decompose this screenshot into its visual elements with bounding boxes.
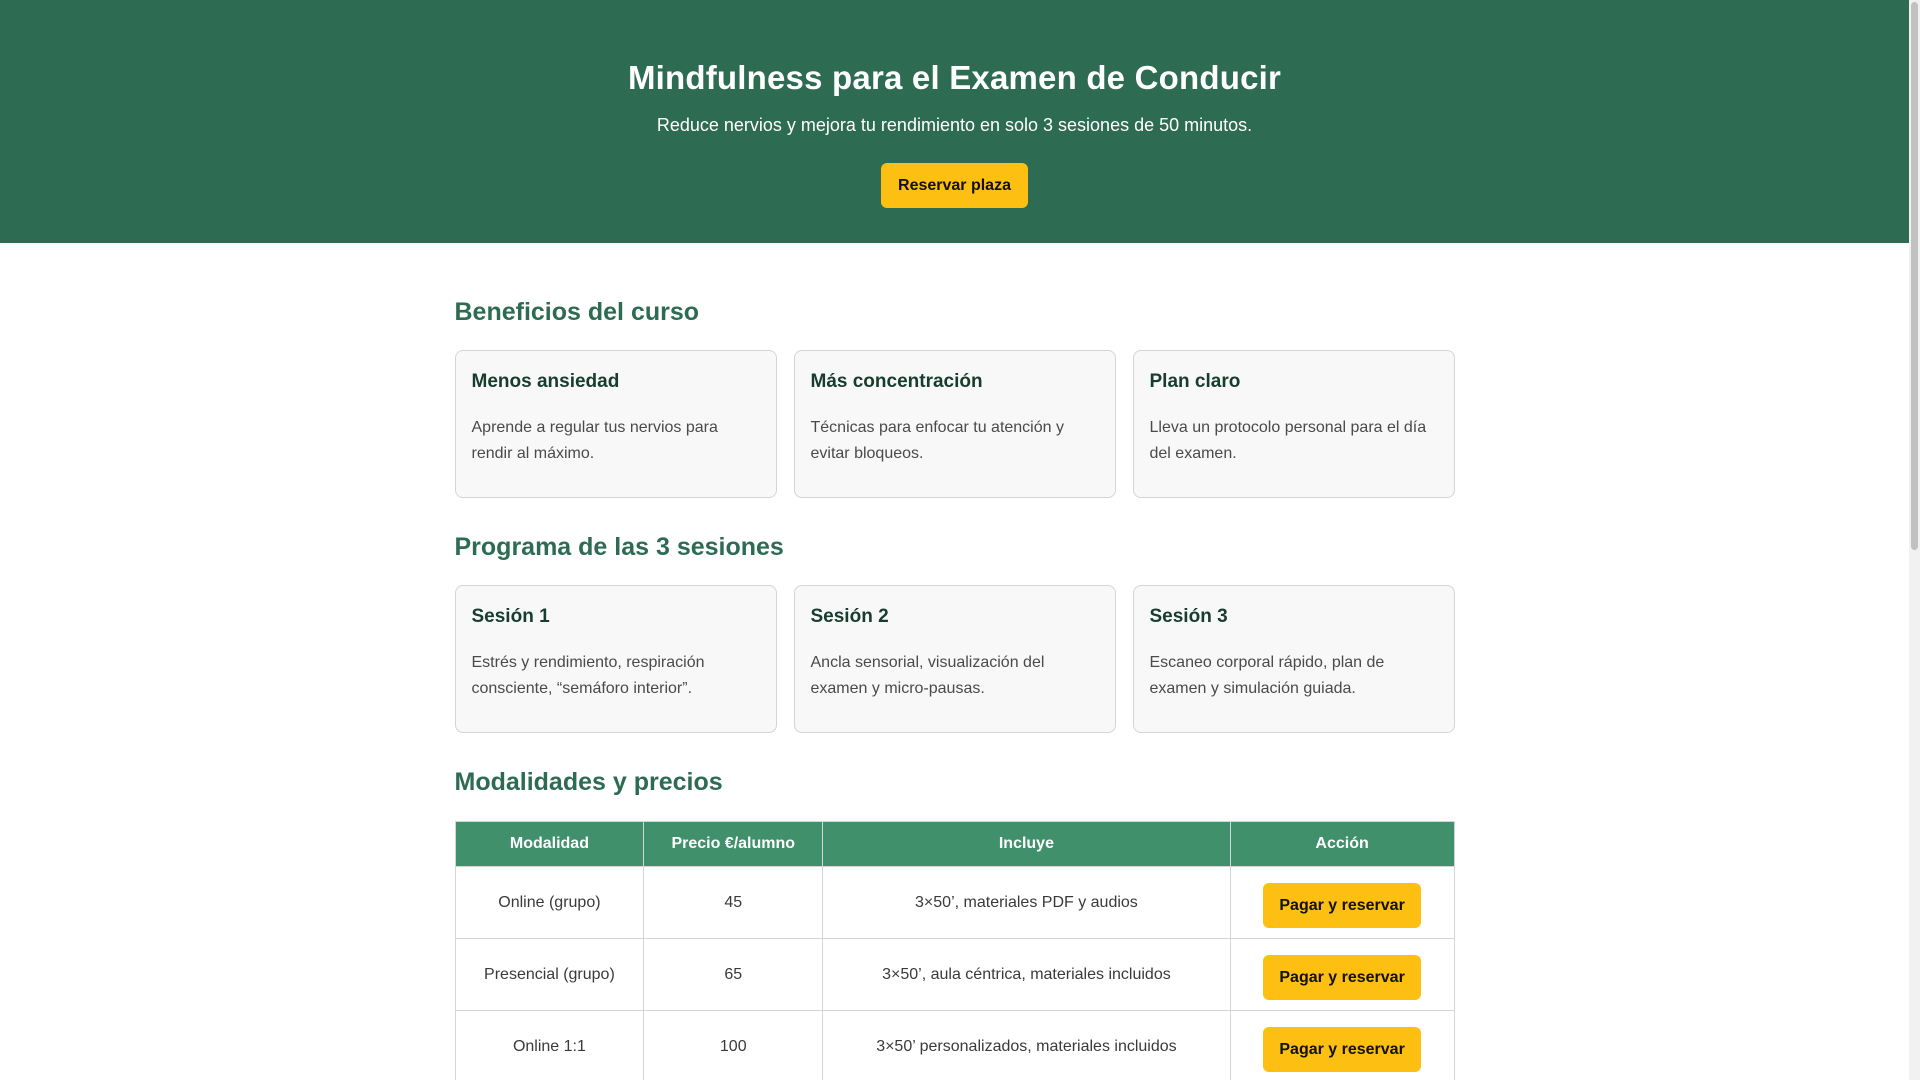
hero-subtitle: Reduce nervios y mejora tu rendimiento en solo 3 sesiones de 50 minutos. xyxy=(656,115,1253,135)
session-card-2 xyxy=(794,585,1116,733)
includes-cell: 3×50’, materiales PDF y audios xyxy=(823,867,1231,939)
modality-cell: Presencial (grupo) xyxy=(455,939,644,1011)
modality-cell: Online 1:1 xyxy=(455,1011,644,1080)
session-card-3 xyxy=(1133,585,1455,733)
benefit-card-text: Técnicas para enfocar tu atención y evitar bloqueos. xyxy=(810,419,1064,462)
benefit-card-title: Más concentración xyxy=(810,371,983,392)
program-cards xyxy=(455,585,1455,733)
price-cell: 45 xyxy=(644,867,823,939)
table-row xyxy=(455,1011,1454,1080)
includes-cell: 3×50’, aula céntrica, materiales incluidos xyxy=(823,939,1231,1011)
column-header-includes: Incluye xyxy=(823,822,1231,867)
session-card-text: Escaneo corporal rápido, plan de examen y simulación guiada. xyxy=(1149,654,1385,697)
benefit-card-title: Menos ansiedad xyxy=(471,371,620,392)
main-content xyxy=(455,243,1455,1080)
column-header-price: Precio €/alumno xyxy=(644,822,823,867)
hero-banner xyxy=(0,0,1909,243)
benefit-card-less-anxiety xyxy=(455,350,777,498)
vertical-scrollbar[interactable] xyxy=(1909,0,1920,1080)
action-cell xyxy=(1230,867,1454,939)
session-card-title: Sesión 1 xyxy=(471,606,550,627)
session-card-text: Estrés y rendimiento, respiración consciente, “semáforo interior”. xyxy=(471,654,705,697)
table-row xyxy=(455,867,1454,939)
pay-and-reserve-button[interactable]: Pagar y reservar xyxy=(1263,1027,1420,1072)
benefit-card-title: Plan claro xyxy=(1149,371,1241,392)
price-cell: 100 xyxy=(644,1011,823,1080)
benefit-card-clear-plan xyxy=(1133,350,1455,498)
pricing-table xyxy=(455,821,1455,1080)
benefit-card-more-focus xyxy=(794,350,1116,498)
session-card-1 xyxy=(455,585,777,733)
pricing-heading: Modalidades y precios xyxy=(454,768,723,796)
pay-and-reserve-button[interactable]: Pagar y reservar xyxy=(1263,955,1420,1000)
action-cell xyxy=(1230,939,1454,1011)
column-header-action: Acción xyxy=(1230,822,1454,867)
benefits-heading: Beneficios del curso xyxy=(454,298,700,326)
benefits-cards xyxy=(455,350,1455,498)
action-cell xyxy=(1230,1011,1454,1080)
benefit-card-text: Lleva un protocolo personal para el día del examen. xyxy=(1149,419,1427,462)
session-card-text: Ancla sensorial, visualización del examen y micro-pausas. xyxy=(810,654,1045,697)
reserve-place-button[interactable]: Reservar plaza xyxy=(881,163,1028,208)
session-card-title: Sesión 2 xyxy=(810,606,889,627)
modality-cell: Online (grupo) xyxy=(455,867,644,939)
session-card-title: Sesión 3 xyxy=(1149,606,1228,627)
pay-and-reserve-button[interactable]: Pagar y reservar xyxy=(1263,883,1420,928)
pricing-table-header xyxy=(455,822,1454,867)
includes-cell: 3×50’ personalizados, materiales incluidos xyxy=(823,1011,1231,1080)
scrollbar-thumb[interactable] xyxy=(1911,2,1918,550)
column-header-modality: Modalidad xyxy=(455,822,644,867)
benefit-card-text: Aprende a regular tus nervios para rendir al máximo. xyxy=(471,419,718,462)
table-row xyxy=(455,939,1454,1011)
program-heading: Programa de las 3 sesiones xyxy=(454,533,784,561)
price-cell: 65 xyxy=(644,939,823,1011)
page-title: Mindfulness para el Examen de Conducir xyxy=(627,59,1282,96)
